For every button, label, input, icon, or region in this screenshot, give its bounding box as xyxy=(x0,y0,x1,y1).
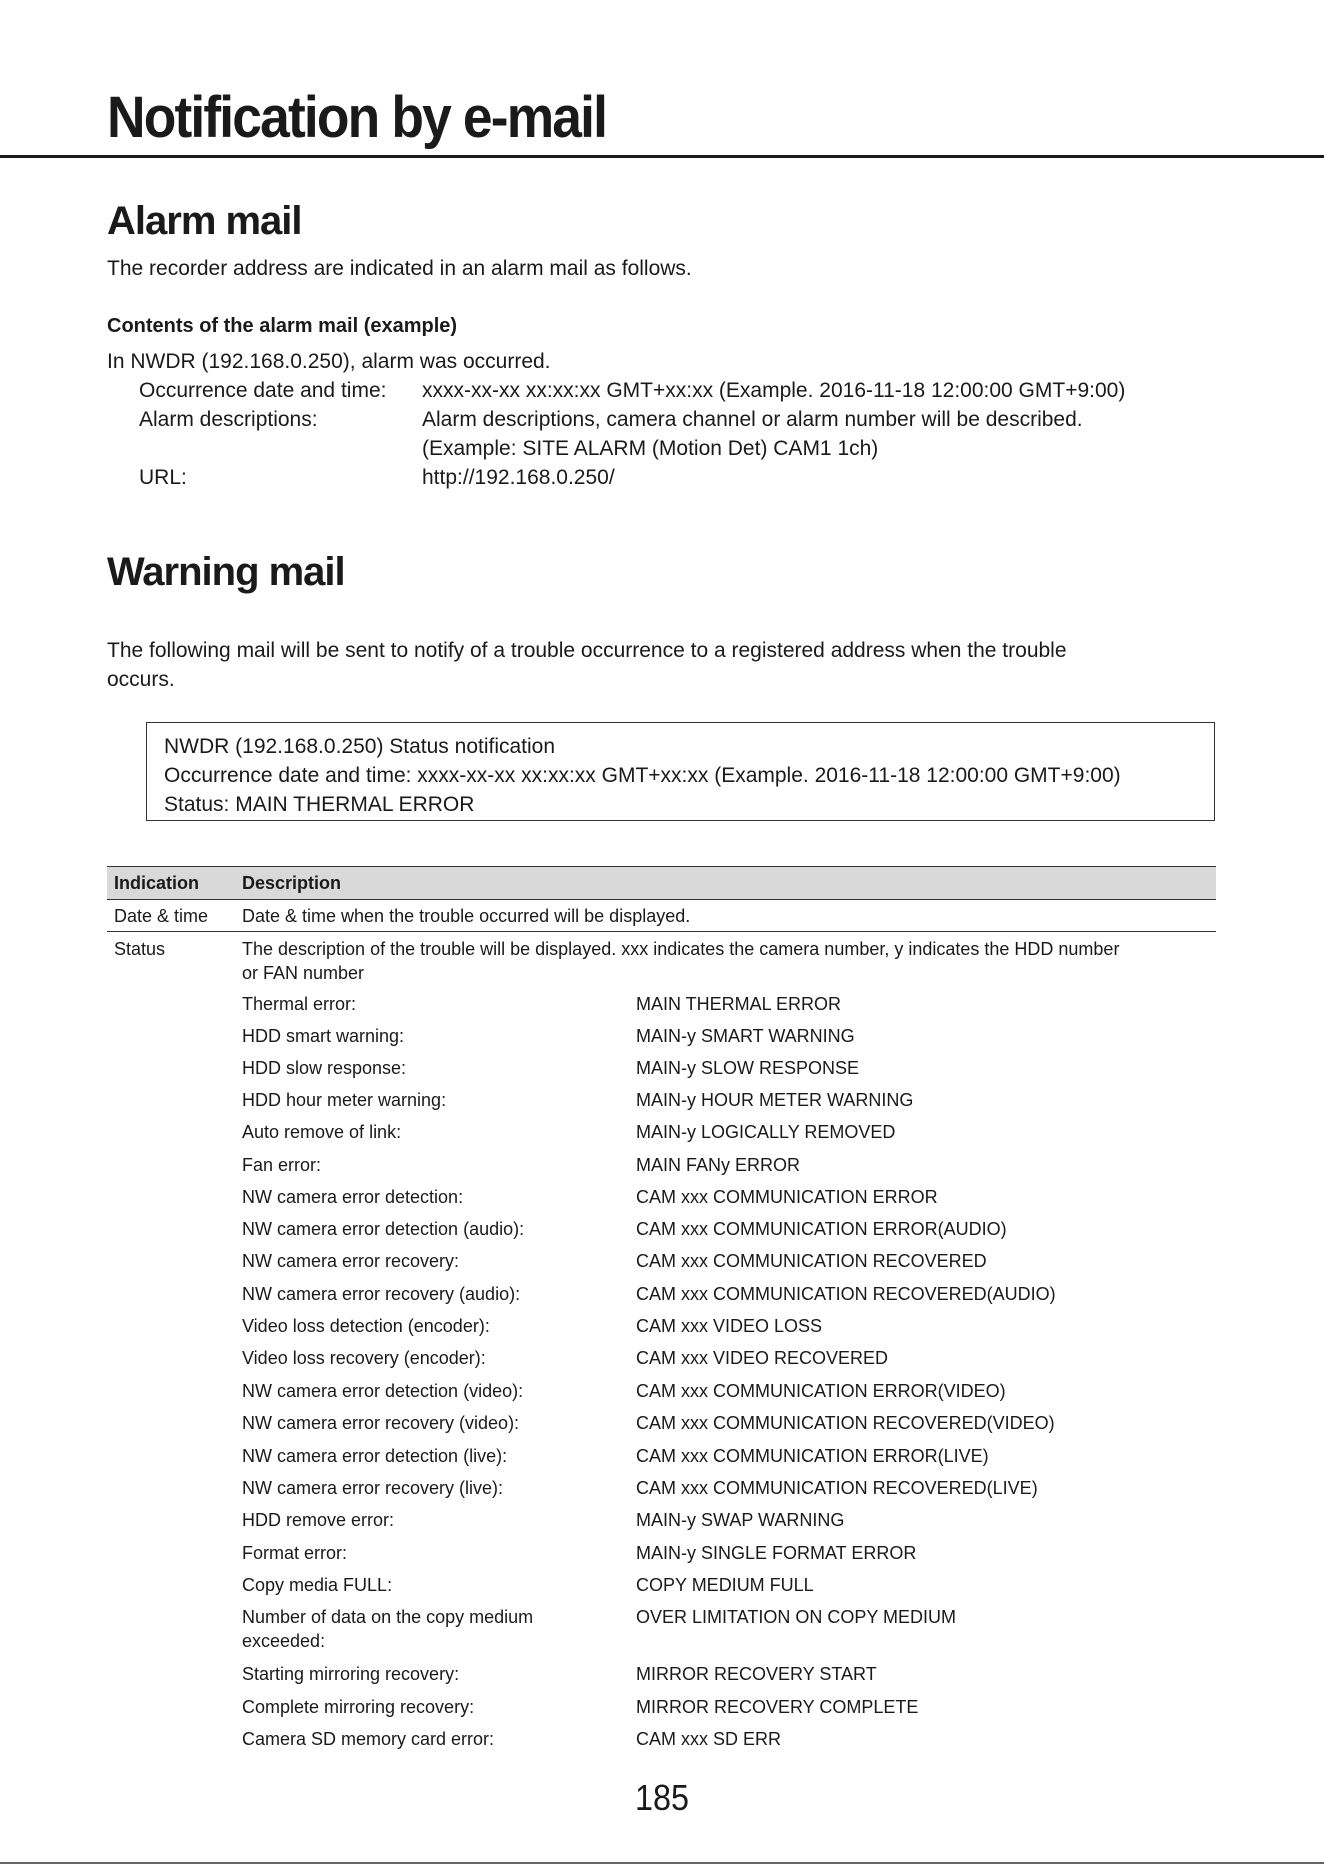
status-item xyxy=(0,1662,1324,1686)
status-item xyxy=(0,992,1324,1016)
status-label: NW camera error recovery (video): xyxy=(242,1413,520,1433)
status-value: OVER LIMITATION ON COPY MEDIUM xyxy=(636,1607,957,1627)
field-value: http://192.168.0.250/ xyxy=(422,466,615,489)
status-item xyxy=(0,1024,1324,1048)
status-value: CAM xxx COMMUNICATION RECOVERED xyxy=(636,1251,987,1271)
row-desc-date-time: Date & time when the trouble occurred will be displayed. xyxy=(242,906,691,926)
field-key: Occurrence date and time: xyxy=(139,379,387,402)
status-value: CAM xxx VIDEO LOSS xyxy=(636,1316,823,1336)
status-item-continued xyxy=(0,1629,1324,1653)
status-label: Format error: xyxy=(242,1543,348,1563)
table-header xyxy=(107,867,1216,900)
row-label-status: Status xyxy=(114,939,166,959)
status-label: Camera SD memory card error: xyxy=(242,1729,495,1749)
warning-intro-line2: occurs. xyxy=(107,668,175,691)
status-item xyxy=(0,1249,1324,1273)
status-item xyxy=(0,1695,1324,1719)
field-value: (Example: SITE ALARM (Motion Det) CAM1 1ch) xyxy=(422,437,879,460)
status-value: COPY MEDIUM FULL xyxy=(636,1575,814,1595)
mail-line: Occurrence date and time: xxxx-xx-xx xx:xx:xx GMT+xx:xx (Example. 2016-11-18 12:00:00 GMT+9:00) xyxy=(164,764,1121,787)
status-item xyxy=(0,1120,1324,1144)
status-item xyxy=(0,1727,1324,1751)
status-value: CAM xxx COMMUNICATION RECOVERED(VIDEO) xyxy=(636,1413,1055,1433)
page-number: 185 xyxy=(634,1777,690,1818)
status-value: CAM xxx COMMUNICATION ERROR(LIVE) xyxy=(636,1446,989,1466)
status-value: CAM xxx COMMUNICATION RECOVERED(AUDIO) xyxy=(636,1284,1056,1304)
bottom-rule xyxy=(0,1862,1324,1864)
alarm-contents-heading: Contents of the alarm mail (example) xyxy=(107,315,458,337)
status-label: NW camera error detection (audio): xyxy=(242,1219,525,1239)
status-value: CAM xxx COMMUNICATION ERROR xyxy=(636,1187,938,1207)
status-value: MAIN-y SWAP WARNING xyxy=(636,1510,845,1530)
status-item xyxy=(0,1444,1324,1468)
status-label: NW camera error detection (live): xyxy=(242,1446,508,1466)
warning-mail-heading: Warning mail xyxy=(107,550,345,594)
status-value: MAIN-y LOGICALLY REMOVED xyxy=(636,1122,896,1142)
status-value: MAIN-y SINGLE FORMAT ERROR xyxy=(636,1543,917,1563)
status-value: MAIN FANy ERROR xyxy=(636,1155,801,1175)
status-value: MAIN-y SLOW RESPONSE xyxy=(636,1058,860,1078)
column-header-description: Description xyxy=(242,873,342,893)
field-value: Alarm descriptions, camera channel or alarm number will be described. xyxy=(422,408,1083,431)
status-label: NW camera error detection (video): xyxy=(242,1381,524,1401)
mail-line: NWDR (192.168.0.250) Status notification xyxy=(164,735,556,758)
status-label: NW camera error recovery (audio): xyxy=(242,1284,521,1304)
status-label: NW camera error recovery: xyxy=(242,1251,460,1271)
status-item xyxy=(0,1573,1324,1597)
status-label: HDD slow response: xyxy=(242,1058,407,1078)
table-row-rule xyxy=(107,931,1216,932)
status-item xyxy=(0,1056,1324,1080)
status-item xyxy=(0,1314,1324,1338)
status-item xyxy=(0,1346,1324,1370)
status-value: CAM xxx COMMUNICATION ERROR(VIDEO) xyxy=(636,1381,1006,1401)
status-value: CAM xxx SD ERR xyxy=(636,1729,782,1749)
status-item xyxy=(0,1476,1324,1500)
status-item xyxy=(0,1508,1324,1532)
status-label: Video loss recovery (encoder): xyxy=(242,1348,486,1368)
status-label: Starting mirroring recovery: xyxy=(242,1664,460,1684)
status-label: Complete mirroring recovery: xyxy=(242,1697,475,1717)
field-key: URL: xyxy=(139,466,187,489)
status-item xyxy=(0,1541,1324,1565)
status-label: Number of data on the copy medium xyxy=(242,1607,534,1627)
warning-intro-line1: The following mail will be sent to notify of a trouble occurrence to a registered address when the trouble xyxy=(107,639,1067,662)
status-item xyxy=(0,1185,1324,1209)
status-value: MAIN-y SMART WARNING xyxy=(636,1026,855,1046)
status-label: HDD hour meter warning: xyxy=(242,1090,447,1110)
status-label: HDD remove error: xyxy=(242,1510,395,1530)
row-desc-status-line1: The description of the trouble will be displayed. xxx indicates the camera number, y indicates the HDD number xyxy=(242,939,1120,959)
status-item xyxy=(0,1379,1324,1403)
mail-line: Status: MAIN THERMAL ERROR xyxy=(164,793,475,816)
status-value: CAM xxx VIDEO RECOVERED xyxy=(636,1348,889,1368)
status-item xyxy=(0,1217,1324,1241)
status-value: MIRROR RECOVERY COMPLETE xyxy=(636,1697,919,1717)
status-value: MIRROR RECOVERY START xyxy=(636,1664,877,1684)
column-header-indication: Indication xyxy=(114,873,199,893)
status-label: Copy media FULL: xyxy=(242,1575,393,1595)
alarm-mail-heading: Alarm mail xyxy=(107,199,302,243)
status-item xyxy=(0,1153,1324,1177)
status-label: NW camera error recovery (live): xyxy=(242,1478,504,1498)
status-item xyxy=(0,1605,1324,1629)
status-label: Auto remove of link: xyxy=(242,1122,402,1142)
field-value: xxxx-xx-xx xx:xx:xx GMT+xx:xx (Example. 2016-11-18 12:00:00 GMT+9:00) xyxy=(422,379,1126,402)
status-label: Thermal error: xyxy=(242,994,357,1014)
status-label: NW camera error detection: xyxy=(242,1187,464,1207)
status-label: Fan error: xyxy=(242,1155,322,1175)
alarm-mail-intro: The recorder address are indicated in an alarm mail as follows. xyxy=(107,257,692,280)
status-value: CAM xxx COMMUNICATION RECOVERED(LIVE) xyxy=(636,1478,1038,1498)
status-item xyxy=(0,1282,1324,1306)
status-value: MAIN THERMAL ERROR xyxy=(636,994,842,1014)
status-value: CAM xxx COMMUNICATION ERROR(AUDIO) xyxy=(636,1219,1007,1239)
page-title: Notification by e-mail xyxy=(107,85,607,150)
status-label-line2: exceeded: xyxy=(242,1631,326,1651)
row-desc-status-line2: or FAN number xyxy=(242,963,365,983)
status-item xyxy=(0,1088,1324,1112)
alarm-first-line: In NWDR (192.168.0.250), alarm was occurred. xyxy=(107,350,551,373)
status-label: HDD smart warning: xyxy=(242,1026,405,1046)
status-value: MAIN-y HOUR METER WARNING xyxy=(636,1090,914,1110)
title-rule xyxy=(0,155,1324,158)
warning-mail-example-box xyxy=(146,722,1215,821)
field-key: Alarm descriptions: xyxy=(139,408,318,431)
row-label-date-time: Date & time xyxy=(114,906,209,926)
status-label: Video loss detection (encoder): xyxy=(242,1316,490,1336)
status-item xyxy=(0,1411,1324,1435)
